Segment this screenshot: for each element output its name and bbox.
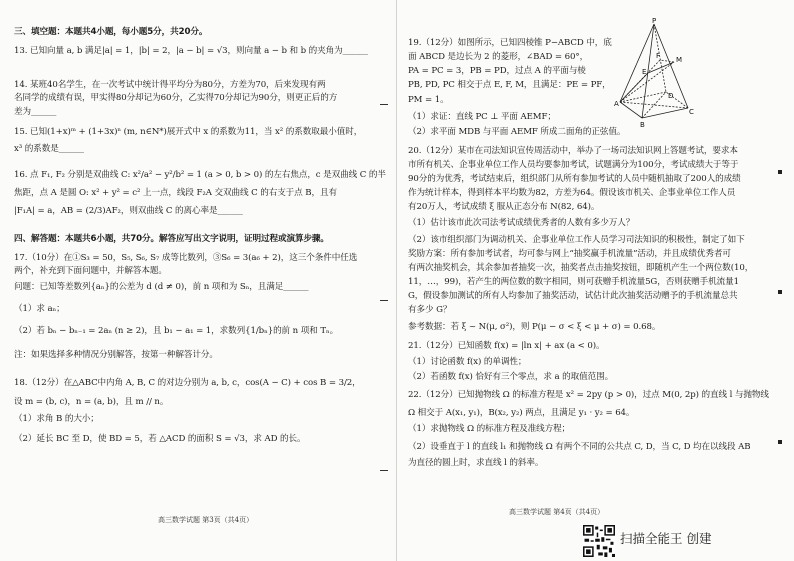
question-21-line1: 21.（12分）已知函数 f(x) = |ln x| + ax (a < 0)。	[408, 341, 605, 351]
label-m: M	[676, 56, 683, 64]
question-20-part2-line2: 奖励方案：所有参加考试者，均可参与网上“抽奖赢手机流量”活动，并且成绩优秀者可	[408, 249, 731, 259]
question-20-line2: 市所有机关、企事业单位工作人员均要参加考试，试题满分为100分，考试成绩大于等于	[408, 160, 739, 170]
edge-bc	[642, 108, 688, 118]
exam-page-4	[397, 0, 794, 561]
label-e: E	[642, 68, 647, 76]
question-15-line2: x³ 的系数是______	[14, 144, 84, 154]
question-19-part2: （2）求平面 MDB 与平面 AEMF 所成二面角的正弦值。	[408, 127, 626, 137]
scanner-watermark-text: 扫描全能王 创建	[620, 531, 712, 546]
question-16-line3: |F₁A| = a，AB = (2/3)AF₂，则双曲线 C 的离心率是______	[14, 206, 243, 216]
question-14-line1: 14. 某班40名学生，在一次考试中统计得平均分为80分，方差为70，后来发现有两	[14, 80, 326, 90]
question-16-line2: 焦距，点 A 是圆 O: x² + y² = c² 上一点，线段 F₂A 交双曲线 C 的右支于点 B，且有	[14, 188, 337, 198]
section-heading-fill-blank: 三、填空题：本题共4小题，每小题5分，共20分。	[14, 27, 208, 37]
question-20-line1: 20.（12分）某市在司法知识宣传周活动中，举办了一场司法知识网上答题考试，要求本	[408, 146, 738, 156]
question-14-line3: 差为______	[14, 107, 57, 117]
question-22-line1: 22.（12分）已知抛物线 Ω 的标准方程是 x² = 2py (p > 0)，过点 M(0, 2p) 的直线 l 与抛物线	[408, 390, 769, 400]
label-b: B	[640, 121, 645, 128]
question-17-part1: （1）求 aₙ；	[14, 304, 65, 314]
qr-code-icon	[583, 525, 615, 557]
question-20-part2-line6: 有多少 G？	[408, 305, 452, 315]
question-20-part2-line3: 有两次抽奖机会，其余参加者抽奖一次，抽奖者点击抽奖按钮，即随机产生一个两位数(10，	[408, 263, 754, 273]
question-17-line1: 17.（10分）在①S₃ = 50，S₅, S₆, S₇ 成等比数列，③S₆ = 3(a₆ + 2)，这三个条件中任选	[14, 253, 358, 263]
question-14-line2: 名同学的成绩有误，甲实得80分却记为60分，乙实得70分却记为90分，则更正后的方	[14, 93, 338, 103]
question-13: 13. 已知向量 a, b 满足|a| = 1，|b| = 2，|a − b| = √3，则向量 a − b 和 b 的夹角为______	[14, 46, 368, 56]
margin-tick	[380, 104, 388, 105]
diag-bd	[642, 92, 666, 118]
question-18-line1: 18.（12分）在△ABC中内角 A, B, C 的对边分别为 a, b, c，cos(A − C) + cos B = 3/2，	[14, 378, 361, 388]
edge-ab	[620, 102, 642, 118]
question-20-part2-line4: 11，…，99)，若产生的两位数的数字相同，则可获赠手机流量5G，否则获赠手机流量1	[408, 277, 740, 287]
question-16-line1: 16. 点 F₁, F₂ 分别是双曲线 C: x²/a² − y²/b² = 1 (a > 0, b > 0) 的左右焦点，c 是双曲线 C 的半	[14, 170, 386, 180]
question-17-part2: （2）若 bₙ − bₙ₋₁ = 2aₙ (n ≥ 2)，且 b₁ − a₁ = 1，求数列{1/bₙ}的前 n 项和 Tₙ。	[14, 326, 339, 336]
section-fa	[620, 60, 660, 102]
question-20-line3: 90分的为优秀，考试结束后，组织部门从所有参加考试的人员中随机抽取了200人的成绩	[408, 174, 741, 184]
pyramid-figure	[614, 18, 694, 128]
question-22-part1: （1）求抛物线 Ω 的标准方程及准线方程；	[408, 424, 571, 434]
question-22-part2-line1: （2）设垂直于 l 的直线 l₁ 和抛物线 Ω 有两个不同的公共点 C, D，当 C, D 均在以线段 AB	[408, 442, 751, 452]
question-21-part2: （2）若函数 f(x) 恰好有三个零点，求 a 的取值范围。	[408, 372, 614, 382]
question-19-part1: （1）求证：直线 PC ⊥ 平面 AEMF；	[408, 112, 556, 122]
question-20-part1: （1）估计该市此次司法考试成绩优秀者的人数有多少万人？	[408, 218, 635, 228]
question-20-reference: 参考数据：若 ξ ~ N(μ, σ²)，则 P(μ − σ < ξ < μ + σ) = 0.68。	[408, 322, 661, 332]
question-22-line2: Ω 相交于 A(x₁, y₁)，B(x₂, y₂) 两点，且满足 y₁ · y₂ = 64。	[408, 408, 635, 418]
question-18-part2: （2）延长 BC 至 D，使 BD = 5，若 △ACD 的面积 S = √3，求 AD 的长。	[14, 434, 306, 444]
question-19-line5: PM = 1。	[408, 95, 449, 105]
question-20-line4: 作为统计样本，得到样本平均数为82，方差为64。假设该市机关、企事业单位工作人员	[408, 188, 736, 198]
question-15-line1: 15. 已知(1+x)ᵐ + (1+3x)ⁿ (m, n∈N*)展开式中 x 的系数为11，当 x² 的系数取最小值时，	[14, 127, 363, 137]
question-18-line2: 设 m = (b, c)，n = (a, b)，且 m // n。	[14, 397, 169, 407]
question-18-part1: （1）求角 B 的大小；	[14, 414, 99, 424]
section-ae	[620, 73, 648, 102]
question-17-line2: 两个，补充到下面问题中，并解答本题。	[14, 266, 167, 276]
page-footer-3: 高三数学试题 第3页（共4页）	[158, 516, 254, 524]
margin-mark	[778, 290, 782, 294]
question-22-part2-line2: 为直径的圆上时，求直线 l 的斜率。	[408, 458, 544, 468]
question-21-part1: （1）讨论函数 f(x) 的单调性；	[408, 357, 527, 367]
question-17-problem: 问题：已知等差数列{aₙ}的公差为 d (d ≠ 0)，前 n 项和为 Sₙ，且满足______	[14, 282, 309, 292]
margin-tick	[380, 300, 388, 301]
margin-mark	[778, 170, 782, 174]
margin-mark	[778, 440, 782, 444]
section-heading-solutions: 四、解答题：本题共6小题，共70分。解答应写出文字说明，证明过程或演算步骤。	[14, 234, 329, 244]
label-a: A	[614, 100, 619, 108]
page-footer-4: 高三数学试题 第4页（共4页）	[509, 508, 605, 516]
question-19-line2: 面 ABCD 是边长为 2 的菱形，∠BAD = 60°，	[408, 52, 589, 62]
margin-tick	[380, 470, 388, 471]
label-d: D	[668, 92, 674, 100]
question-19-line1: 19.（12分）如图所示，已知四棱锥 P−ABCD 中，底	[408, 38, 612, 48]
question-20-part2-line5: G，假设参加测试的所有人均参加了抽奖活动，试估计此次抽奖活动赠予的手机流量总共	[408, 291, 738, 301]
question-20-line5: 有20万人，考试成绩 ξ 服从正态分布 N(82, 64)。	[408, 202, 600, 212]
question-19-line4: PB, PD, PC 相交于点 E, F, M，且满足：PE = PF，	[408, 80, 611, 90]
question-19-line3: PA = PC = 3，PB = PD，过点 A 的平面与棱	[408, 66, 586, 76]
question-17-note: 注：如果选择多种情况分别解答，按第一种解答计分。	[14, 350, 218, 360]
section-mf	[660, 60, 674, 62]
label-p: P	[652, 18, 657, 25]
label-c: C	[689, 108, 694, 116]
question-20-part2-line1: （2）该市组织部门为调动机关、企事业单位工作人员学习司法知识的积极性，制定了如下	[408, 235, 745, 245]
label-f: F	[656, 52, 661, 60]
